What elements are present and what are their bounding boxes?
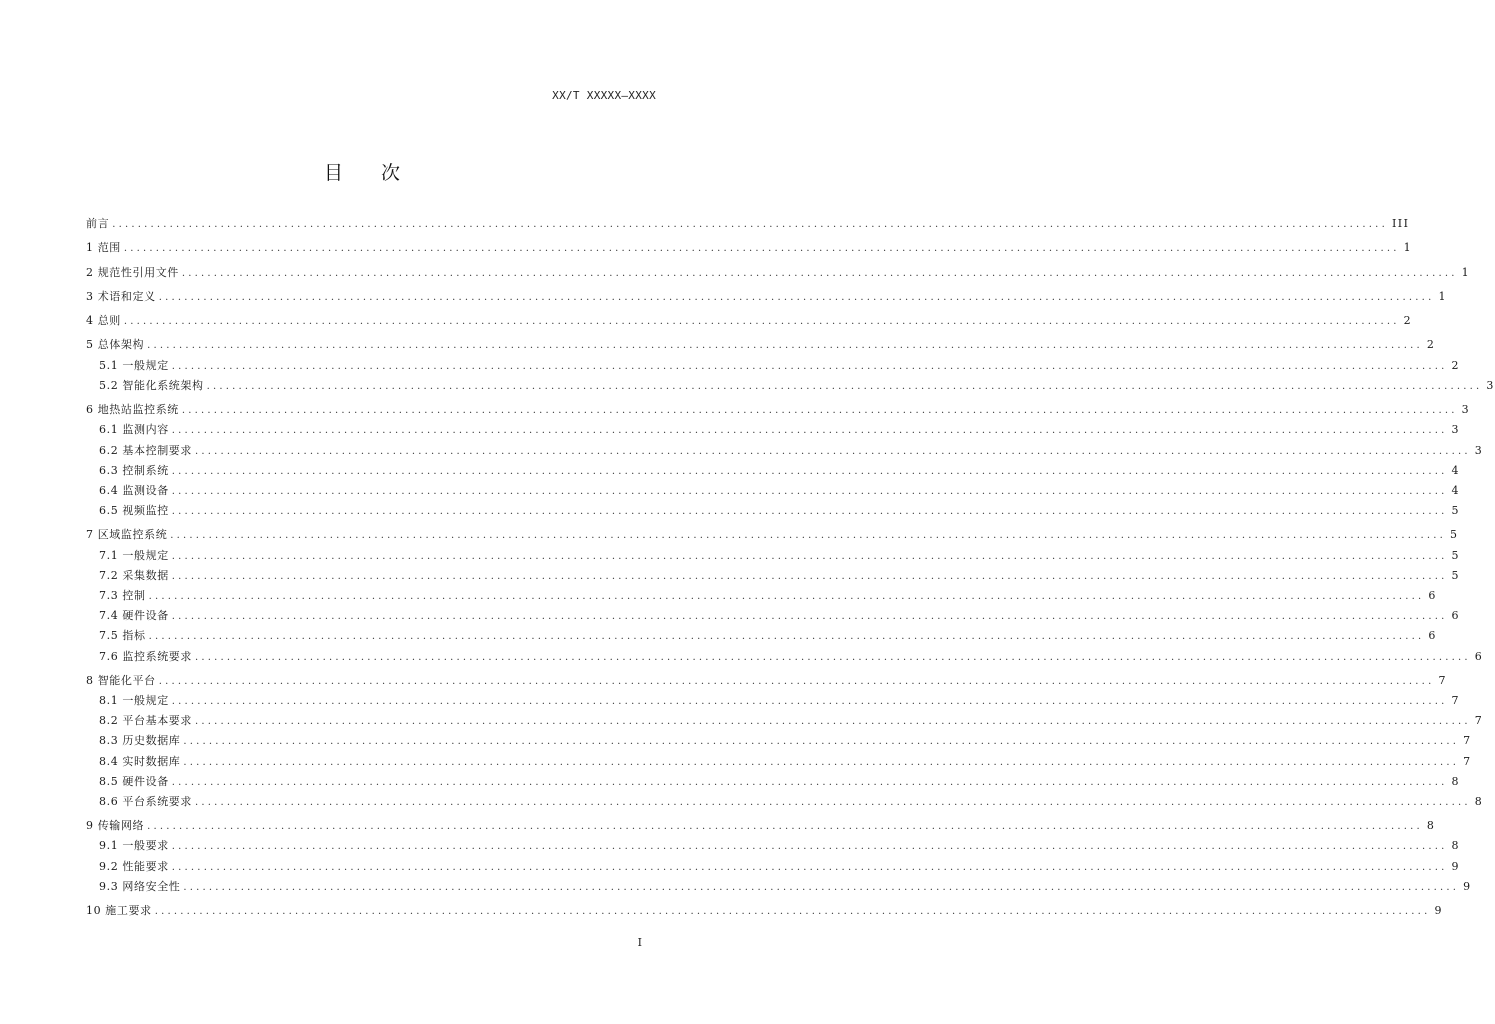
toc-entry-label: 9 传输网络 (86, 819, 145, 833)
toc-entry-label: 6.1 监测内容 (99, 423, 169, 437)
toc-entry-page: 7 (1451, 694, 1461, 707)
toc-entry[interactable] (86, 314, 1413, 329)
toc-entry[interactable] (86, 463, 1461, 479)
toc-leader-dots: ........................................................................................................................................................................................................ (206, 380, 1483, 392)
toc-entry[interactable] (86, 548, 1461, 564)
toc-entry[interactable] (86, 904, 1443, 919)
toc-entry-page: 2 (1451, 358, 1461, 372)
toc-entry-label: 3 术语和定义 (86, 289, 156, 303)
toc-leader-dots: ........................................................................................................................................................................................................ (147, 340, 1423, 352)
toc-entry-page: 9 (1451, 859, 1461, 873)
toc-leader-dots: ........................................................................................................................................................................................................ (170, 530, 1447, 542)
toc-entry-page: 1 (1461, 265, 1471, 279)
toc-entry[interactable] (86, 358, 1461, 374)
toc-entry[interactable] (86, 338, 1436, 353)
toc-entry-page: 7 (1463, 734, 1472, 748)
table-of-contents (86, 217, 1495, 919)
toc-entry-label: 5.2 智能化系统架构 (99, 378, 204, 392)
toc-entry-page: 8 (1451, 839, 1461, 853)
toc-entry-label: 8.5 硬件设备 (99, 774, 169, 788)
toc-leader-dots: ........................................................................................................................................................................................................ (195, 651, 1471, 663)
toc-entry[interactable] (86, 528, 1459, 543)
toc-entry[interactable] (86, 754, 1472, 770)
toc-entry-label: 6.3 控制系统 (99, 463, 169, 477)
toc-entry-page: 3 (1474, 443, 1484, 457)
toc-leader-dots: ........................................................................................................................................................................................................ (171, 776, 1448, 788)
toc-entry-page: 5 (1451, 548, 1461, 562)
toc-entry[interactable] (86, 714, 1484, 729)
toc-entry-page: 2 (1403, 314, 1413, 328)
toc-entry-label: 2 规范性引用文件 (86, 265, 179, 279)
toc-leader-dots: ........................................................................................................................................................................................................ (171, 425, 1448, 437)
toc-entry-page: III (1391, 217, 1410, 230)
toc-entry-page: 7 (1474, 714, 1484, 728)
toc-entry-page: 3 (1461, 403, 1471, 417)
toc-leader-dots: ........................................................................................................................................................................................................ (171, 360, 1448, 372)
toc-leader-dots: ........................................................................................................................................................................................................ (181, 267, 1458, 279)
toc-leader-dots: ........................................................................................................................................................................................................ (158, 291, 1435, 303)
toc-entry[interactable] (86, 673, 1447, 689)
toc-entry-page: 5 (1451, 568, 1461, 582)
toc-entry[interactable] (86, 443, 1484, 459)
toc-leader-dots: ........................................................................................................................................................................................................ (171, 506, 1448, 518)
toc-entry-page: 8 (1474, 794, 1484, 808)
toc-leader-dots: ........................................................................................................................................................................................................ (112, 219, 1388, 230)
toc-leader-dots: ........................................................................................................................................................................................................ (183, 756, 1460, 768)
toc-entry-label: 8.2 平台基本要求 (99, 714, 192, 728)
toc-entry[interactable] (86, 403, 1471, 418)
toc-entry-page: 7 (1463, 754, 1472, 768)
toc-entry-page: 9 (1434, 904, 1443, 918)
toc-entry[interactable] (86, 265, 1471, 281)
toc-entry-page: 3 (1486, 378, 1495, 392)
toc-entry-page: 8 (1426, 819, 1436, 833)
toc-entry-page: 1 (1438, 289, 1447, 303)
toc-leader-dots: ........................................................................................................................................................................................................ (171, 611, 1448, 623)
toc-leader-dots: ........................................................................................................................................................................................................ (171, 841, 1448, 853)
toc-entry[interactable] (86, 734, 1472, 749)
toc-entry[interactable] (86, 609, 1461, 624)
toc-leader-dots: ........................................................................................................................................................................................................ (171, 485, 1448, 497)
toc-entry-label: 8.6 平台系统要求 (99, 794, 192, 808)
toc-entry[interactable] (86, 217, 1410, 232)
toc-entry-label: 8.1 一般规定 (99, 694, 169, 707)
toc-leader-dots: ........................................................................................................................................................................................................ (183, 881, 1460, 893)
toc-entry-page: 6 (1451, 609, 1461, 623)
toc-entry-label: 6.5 视频监控 (99, 504, 169, 518)
toc-leader-dots: ........................................................................................................................................................................................................ (181, 405, 1458, 417)
toc-leader-dots: ........................................................................................................................................................................................................ (171, 550, 1448, 562)
toc-entry[interactable] (86, 423, 1461, 438)
toc-leader-dots: ........................................................................................................................................................................................................ (195, 445, 1471, 457)
toc-leader-dots: ........................................................................................................................................................................................................ (148, 590, 1425, 602)
toc-leader-dots: ........................................................................................................................................................................................................ (123, 243, 1400, 255)
toc-entry-page: 5 (1451, 504, 1461, 518)
toc-entry-page: 4 (1451, 483, 1461, 497)
toc-entry-label: 8 智能化平台 (86, 673, 156, 687)
toc-entry-page: 8 (1451, 774, 1461, 788)
toc-entry[interactable] (86, 504, 1461, 519)
toc-entry-label: 7.6 监控系统要求 (99, 649, 192, 663)
toc-leader-dots: ........................................................................................................................................................................................................ (171, 465, 1448, 477)
page-number: I (637, 936, 642, 949)
toc-leader-dots: ........................................................................................................................................................................................................ (171, 570, 1448, 582)
toc-entry[interactable] (86, 378, 1495, 394)
toc-entry[interactable] (86, 839, 1461, 854)
toc-leader-dots: ........................................................................................................................................................................................................ (195, 716, 1471, 728)
toc-entry-page: 6 (1428, 629, 1437, 643)
toc-entry[interactable] (86, 774, 1461, 790)
toc-entry-label: 5.1 一般规定 (99, 358, 169, 372)
toc-entry-page: 6 (1474, 649, 1484, 663)
toc-entry-label: 7.4 硬件设备 (99, 609, 169, 623)
toc-entry-label: 7.2 采集数据 (99, 568, 169, 582)
toc-entry-label: 8.4 实时数据库 (99, 754, 181, 768)
toc-entry-page: 3 (1451, 423, 1461, 437)
toc-entry[interactable] (86, 859, 1461, 875)
toc-leader-dots: ........................................................................................................................................................................................................ (158, 675, 1435, 687)
toc-leader-dots: ........................................................................................................................................................................................................ (171, 696, 1448, 707)
toc-entry-label: 6 地热站监控系统 (86, 403, 179, 417)
toc-entry-label: 10 施工要求 (86, 904, 152, 918)
toc-entry-label: 7 区域监控系统 (86, 528, 168, 542)
toc-entry[interactable] (86, 694, 1461, 709)
toc-leader-dots: ........................................................................................................................................................................................................ (123, 316, 1400, 328)
toc-entry-label: 6.2 基本控制要求 (99, 443, 192, 457)
toc-entry[interactable] (86, 819, 1436, 834)
toc-leader-dots: ........................................................................................................................................................................................................ (195, 796, 1471, 808)
document-code: XX/T XXXXX—XXXX (552, 89, 656, 102)
toc-leader-dots: ........................................................................................................................................................................................................ (154, 906, 1431, 918)
toc-entry-page: 9 (1463, 879, 1472, 893)
toc-entry-label: 9.1 一般要求 (99, 839, 169, 853)
toc-entry[interactable] (86, 483, 1461, 499)
toc-entry[interactable] (86, 629, 1437, 644)
toc-leader-dots: ........................................................................................................................................................................................................ (147, 821, 1423, 833)
toc-entry-label: 4 总则 (86, 314, 121, 328)
toc-entry-page: 7 (1438, 673, 1447, 687)
toc-entry-label: 7.3 控制 (99, 588, 146, 602)
toc-entry-label: 9.3 网络安全性 (99, 879, 181, 893)
toc-entry-page: 1 (1403, 241, 1413, 255)
toc-entry-label: 9.2 性能要求 (99, 859, 169, 873)
toc-entry-label: 5 总体架构 (86, 338, 145, 352)
toc-entry[interactable] (86, 879, 1472, 895)
toc-entry-label: 1 范围 (86, 241, 121, 255)
toc-entry-label: 8.3 历史数据库 (99, 734, 181, 748)
toc-entry[interactable] (86, 588, 1437, 604)
toc-entry[interactable] (86, 649, 1484, 665)
toc-leader-dots: ........................................................................................................................................................................................................ (171, 861, 1448, 873)
toc-entry-label: 6.4 监测设备 (99, 483, 169, 497)
toc-entry-page: 6 (1428, 588, 1437, 602)
toc-entry-page: 2 (1426, 338, 1436, 352)
toc-entry-label: 前言 (86, 217, 110, 230)
toc-leader-dots: ........................................................................................................................................................................................................ (148, 631, 1425, 643)
toc-entry[interactable] (86, 568, 1461, 584)
page-title: 目次 (323, 162, 438, 184)
toc-entry-page: 5 (1450, 528, 1459, 542)
toc-entry[interactable] (86, 289, 1447, 305)
toc-leader-dots: ........................................................................................................................................................................................................ (183, 736, 1460, 748)
toc-entry[interactable] (86, 241, 1413, 256)
toc-entry[interactable] (86, 794, 1484, 810)
toc-entry-label: 7.1 一般规定 (99, 548, 169, 562)
toc-entry-page: 4 (1451, 463, 1461, 477)
toc-entry-label: 7.5 指标 (99, 629, 146, 643)
